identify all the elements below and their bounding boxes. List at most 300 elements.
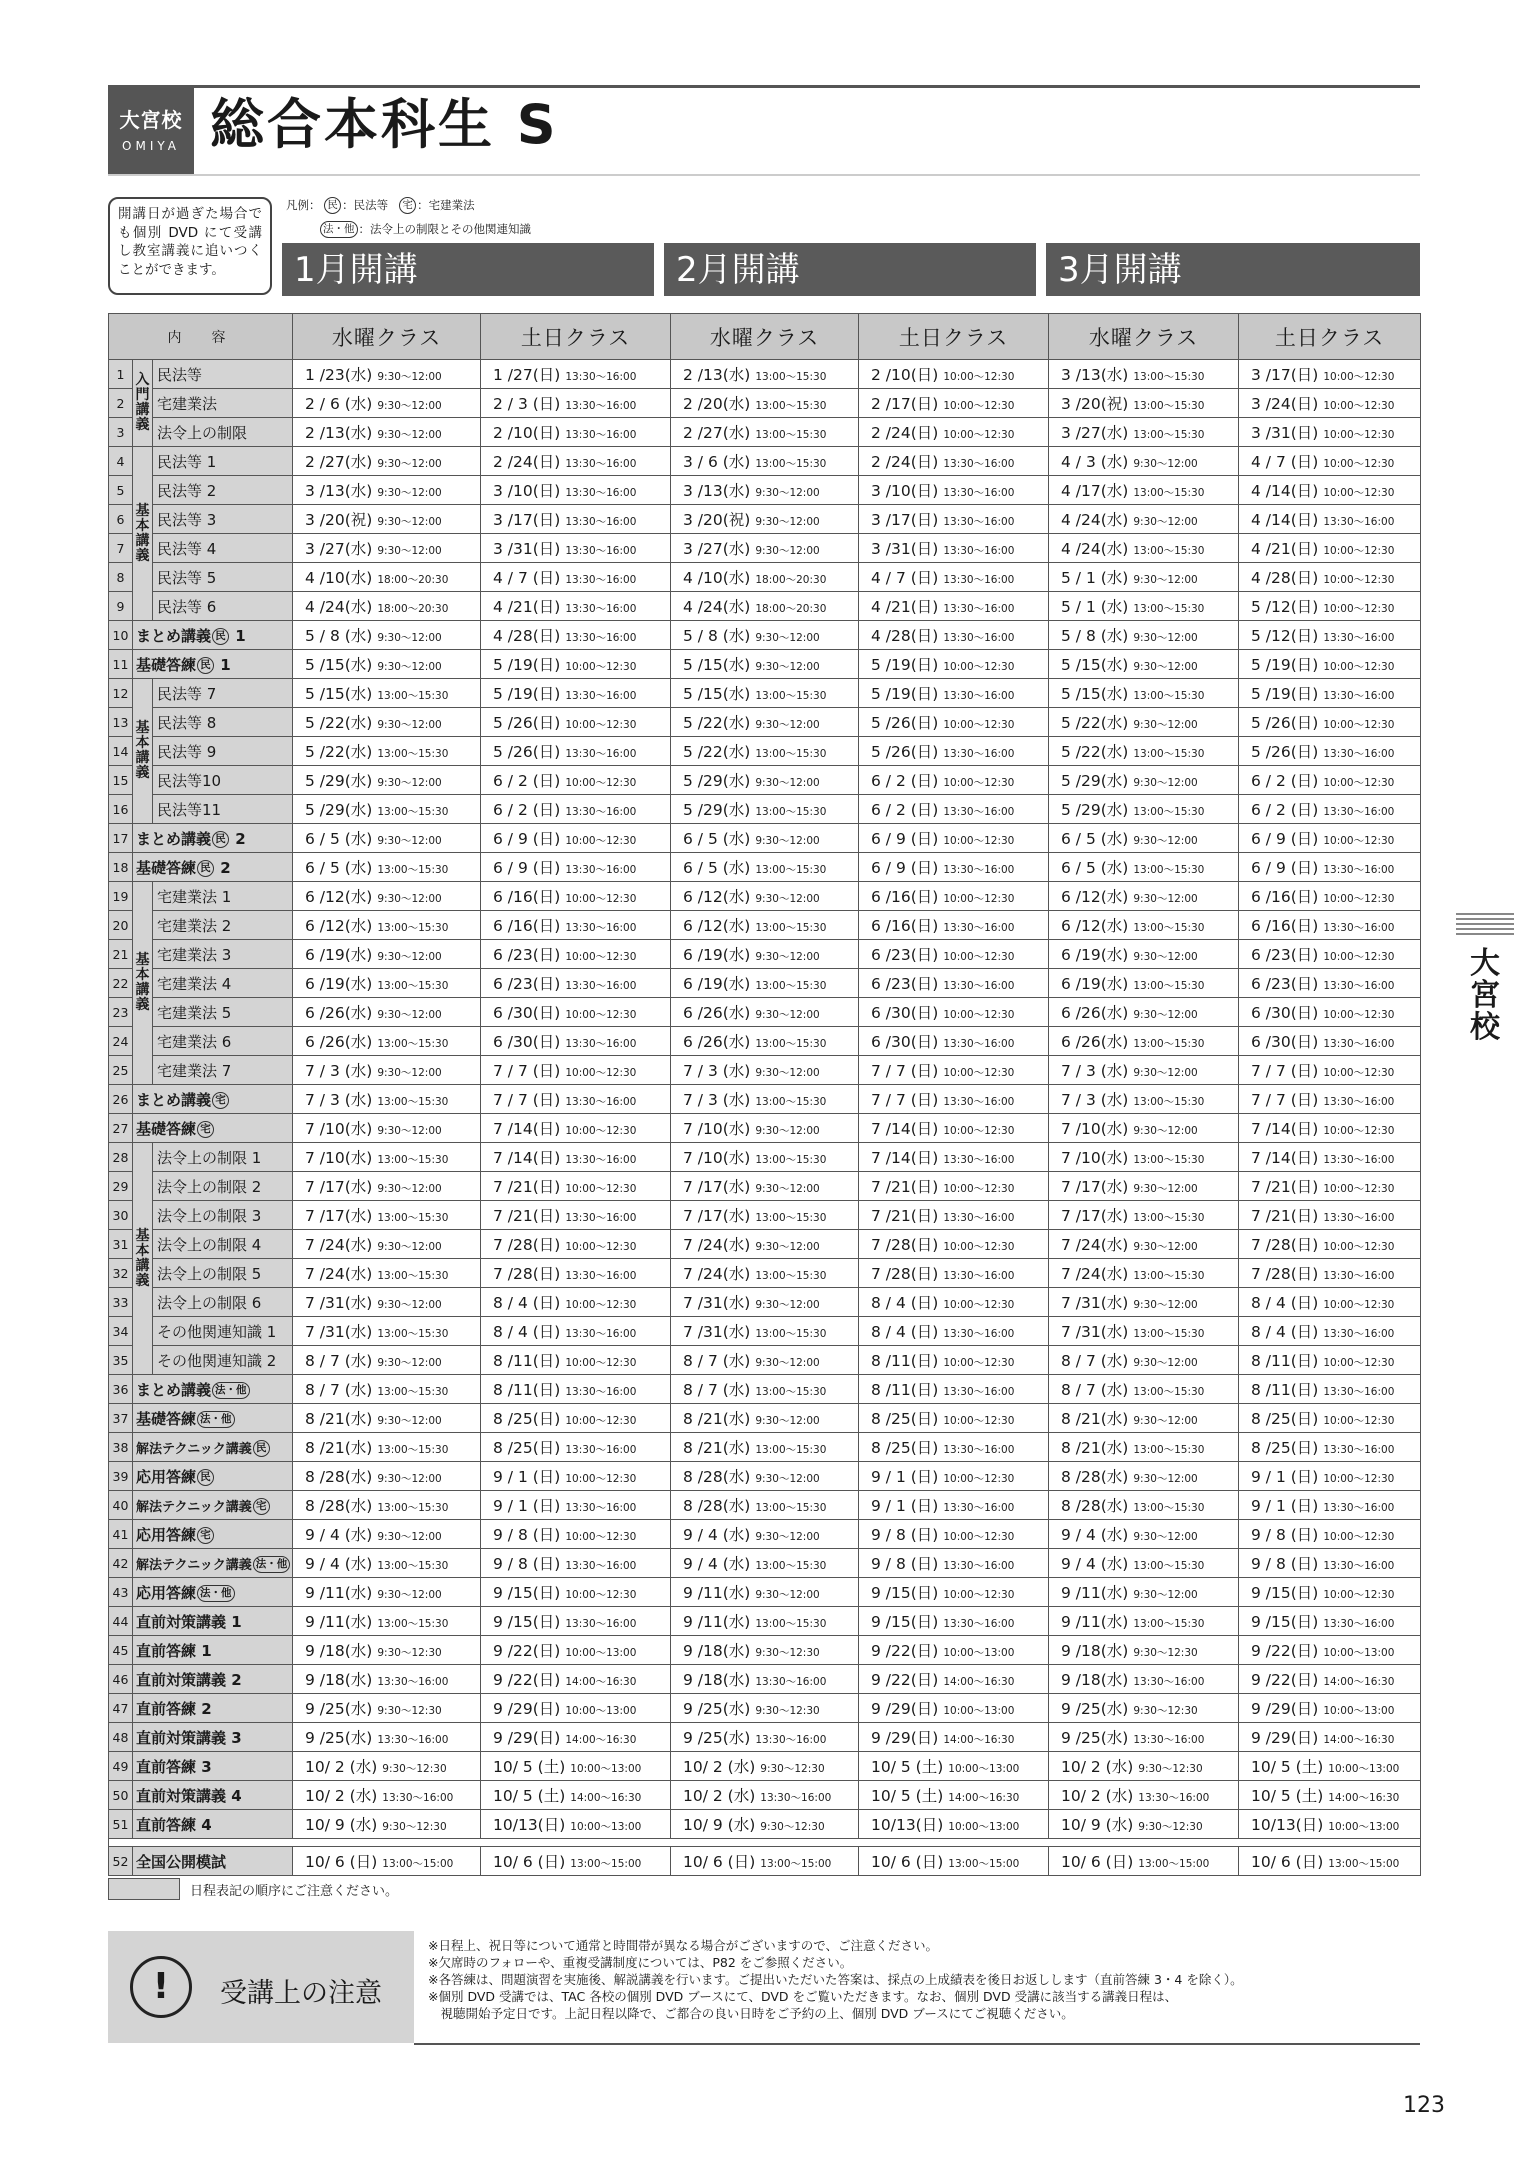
schedule-date: 6 / 2 (日) bbox=[871, 801, 939, 819]
schedule-date: 9 /15(日) bbox=[493, 1613, 561, 1631]
schedule-time: 9:30～12:30 bbox=[1138, 1763, 1203, 1775]
schedule-cell bbox=[481, 1346, 671, 1375]
table-row bbox=[109, 1201, 1421, 1230]
schedule-cell bbox=[859, 1230, 1049, 1259]
row-number: 30 bbox=[109, 1201, 133, 1230]
schedule-date: 10/ 6 (日) bbox=[871, 1853, 944, 1871]
side-tab-campus bbox=[1456, 948, 1514, 1044]
schedule-date: 6 /12(水) bbox=[683, 888, 751, 906]
table-row bbox=[109, 1578, 1421, 1607]
row-label-text: 直前答練 3 bbox=[136, 1757, 212, 1776]
schedule-date: 7 /21(日) bbox=[1251, 1207, 1319, 1225]
schedule-time: 13:30～16:00 bbox=[565, 864, 637, 876]
schedule-time: 13:30～16:00 bbox=[565, 980, 637, 992]
schedule-cell bbox=[671, 1847, 859, 1876]
schedule-date: 9 /29(日) bbox=[493, 1700, 561, 1718]
schedule-date: 6 /23(日) bbox=[871, 975, 939, 993]
row-number: 28 bbox=[109, 1143, 133, 1172]
schedule-date: 7 /28(日) bbox=[871, 1236, 939, 1254]
schedule-cell bbox=[1239, 679, 1421, 708]
schedule-time: 10:00～12:30 bbox=[943, 1531, 1015, 1543]
schedule-cell bbox=[859, 1346, 1049, 1375]
schedule-time: 13:30～16:00 bbox=[755, 1676, 827, 1688]
side-tab-char: 宮 bbox=[1470, 978, 1500, 1013]
schedule-time: 10:00～12:30 bbox=[1323, 1415, 1395, 1427]
schedule-time: 10:00～12:30 bbox=[943, 719, 1015, 731]
schedule-time: 10:00～12:30 bbox=[1323, 1589, 1395, 1601]
schedule-date: 9 / 8 (日) bbox=[493, 1526, 561, 1544]
schedule-date: 9 /15(日) bbox=[493, 1584, 561, 1602]
schedule-cell bbox=[293, 1636, 481, 1665]
schedule-cell bbox=[671, 1607, 859, 1636]
schedule-time: 9:30～12:00 bbox=[377, 661, 442, 673]
schedule-cell bbox=[1049, 1172, 1239, 1201]
schedule-cell bbox=[671, 1230, 859, 1259]
schedule-date: 6 /30(日) bbox=[1251, 1033, 1319, 1051]
schedule-date: 2 /20(水) bbox=[683, 395, 751, 413]
schedule-cell bbox=[671, 1056, 859, 1085]
schedule-cell bbox=[859, 737, 1049, 766]
schedule-cell bbox=[293, 1317, 481, 1346]
schedule-time: 13:30～16:00 bbox=[565, 1096, 637, 1108]
schedule-time: 10:00～12:30 bbox=[943, 1183, 1015, 1195]
schedule-date: 6 /12(水) bbox=[683, 917, 751, 935]
schedule-time: 10:00～12:30 bbox=[565, 1531, 637, 1543]
table-row bbox=[109, 882, 1421, 911]
row-label-text: 直前対策講義 4 bbox=[136, 1786, 242, 1805]
schedule-cell bbox=[671, 534, 859, 563]
schedule-cell bbox=[671, 1549, 859, 1578]
schedule-date: 10/ 5 (土) bbox=[493, 1758, 566, 1776]
schedule-cell bbox=[1239, 737, 1421, 766]
schedule-date: 10/13(日) bbox=[871, 1816, 944, 1834]
schedule-time: 9:30～12:00 bbox=[755, 1589, 820, 1601]
schedule-cell bbox=[859, 1056, 1049, 1085]
schedule-cell bbox=[1049, 824, 1239, 853]
schedule-time: 13:00～15:30 bbox=[1133, 1618, 1205, 1630]
schedule-date: 10/ 2 (水) bbox=[305, 1758, 378, 1776]
schedule-time: 10:00～13:00 bbox=[1323, 1647, 1395, 1659]
schedule-cell bbox=[859, 708, 1049, 737]
schedule-cell bbox=[481, 1578, 671, 1607]
schedule-time: 10:00～12:30 bbox=[565, 777, 637, 789]
schedule-cell bbox=[293, 940, 481, 969]
schedule-cell bbox=[1049, 1346, 1239, 1375]
schedule-time: 10:00～12:30 bbox=[943, 400, 1015, 412]
row-label bbox=[153, 969, 293, 998]
schedule-cell bbox=[859, 1810, 1049, 1839]
schedule-time: 13:00～15:00 bbox=[1328, 1858, 1400, 1870]
row-number: 48 bbox=[109, 1723, 133, 1752]
schedule-date: 9 /25(水) bbox=[1061, 1729, 1129, 1747]
schedule-time: 10:00～12:30 bbox=[1323, 458, 1395, 470]
schedule-cell bbox=[1049, 1694, 1239, 1723]
schedule-date: 6 /12(水) bbox=[1061, 888, 1129, 906]
schedule-cell bbox=[481, 737, 671, 766]
schedule-date: 3 /17(日) bbox=[493, 511, 561, 529]
schedule-time: 13:30～16:00 bbox=[943, 922, 1015, 934]
schedule-time: 13:30～16:00 bbox=[565, 1038, 637, 1050]
schedule-date: 7 / 3 (水) bbox=[1061, 1062, 1129, 1080]
schedule-cell bbox=[481, 1259, 671, 1288]
subject-mark: 宅 bbox=[197, 1527, 214, 1544]
schedule-date: 5 /26(日) bbox=[871, 714, 939, 732]
schedule-cell bbox=[481, 1288, 671, 1317]
row-label bbox=[133, 1085, 293, 1114]
schedule-cell bbox=[293, 1085, 481, 1114]
group-label-text: 基本講義 bbox=[135, 502, 150, 564]
campus-roman: OMIYA bbox=[122, 139, 180, 153]
row-number: 23 bbox=[109, 998, 133, 1027]
schedule-cell bbox=[1049, 940, 1239, 969]
schedule-cell bbox=[671, 418, 859, 447]
group-label bbox=[133, 882, 153, 1085]
schedule-date: 5 /15(水) bbox=[305, 656, 373, 674]
schedule-date: 1 /23(水) bbox=[305, 366, 373, 384]
schedule-date: 6 /30(日) bbox=[871, 1033, 939, 1051]
schedule-date: 5 / 1 (水) bbox=[1061, 569, 1129, 587]
schedule-date: 7 / 3 (水) bbox=[305, 1091, 373, 1109]
schedule-cell bbox=[671, 1752, 859, 1781]
schedule-date: 8 /21(水) bbox=[305, 1439, 373, 1457]
row-number: 29 bbox=[109, 1172, 133, 1201]
row-label bbox=[133, 1752, 293, 1781]
schedule-cell bbox=[1239, 1781, 1421, 1810]
schedule-time: 13:00～15:30 bbox=[377, 806, 449, 818]
schedule-date: 3 /31(日) bbox=[1251, 424, 1319, 442]
schedule-cell bbox=[481, 766, 671, 795]
schedule-time: 13:00～15:30 bbox=[377, 1444, 449, 1456]
schedule-date: 6 /19(水) bbox=[305, 975, 373, 993]
row-label bbox=[133, 1665, 293, 1694]
schedule-time: 13:00～15:00 bbox=[948, 1858, 1020, 1870]
row-number: 14 bbox=[109, 737, 133, 766]
schedule-time: 9:30～12:00 bbox=[377, 835, 442, 847]
schedule-cell bbox=[293, 1259, 481, 1288]
schedule-cell bbox=[481, 969, 671, 998]
caution-item: ※日程上、祝日等について通常と時間帯が異なる場合がございますので、ご注意ください。 bbox=[428, 1938, 938, 1953]
schedule-date: 4 /10(水) bbox=[305, 569, 373, 587]
schedule-cell bbox=[1049, 621, 1239, 650]
schedule-time: 9:30～12:00 bbox=[1133, 1357, 1198, 1369]
schedule-date: 8 /25(日) bbox=[1251, 1439, 1319, 1457]
table-row bbox=[109, 360, 1421, 389]
schedule-date: 7 / 7 (日) bbox=[1251, 1062, 1319, 1080]
schedule-cell bbox=[1049, 1027, 1239, 1056]
schedule-cell bbox=[671, 1636, 859, 1665]
schedule-date: 5 /26(日) bbox=[871, 743, 939, 761]
row-label bbox=[133, 1607, 293, 1636]
schedule-cell bbox=[671, 592, 859, 621]
schedule-date: 6 /16(日) bbox=[1251, 917, 1319, 935]
schedule-cell bbox=[1239, 1847, 1421, 1876]
schedule-time: 18:00～20:30 bbox=[377, 603, 449, 615]
schedule-date: 6 / 5 (水) bbox=[1061, 830, 1129, 848]
schedule-time: 9:30～12:30 bbox=[760, 1763, 825, 1775]
schedule-cell bbox=[859, 650, 1049, 679]
schedule-time: 13:00～15:30 bbox=[755, 1328, 827, 1340]
row-number: 11 bbox=[109, 650, 133, 679]
schedule-cell bbox=[293, 824, 481, 853]
schedule-cell bbox=[671, 1201, 859, 1230]
row-label-text: 解法テクニック講義 bbox=[136, 1499, 252, 1515]
row-number: 32 bbox=[109, 1259, 133, 1288]
schedule-date: 3 /31(日) bbox=[871, 540, 939, 558]
schedule-cell bbox=[671, 1578, 859, 1607]
schedule-cell bbox=[1239, 1404, 1421, 1433]
schedule-cell bbox=[859, 1201, 1049, 1230]
schedule-date: 6 /19(水) bbox=[305, 946, 373, 964]
subject-mark: 宅 bbox=[197, 1121, 214, 1138]
table-row bbox=[109, 1375, 1421, 1404]
schedule-cell bbox=[859, 1317, 1049, 1346]
schedule-date: 6 / 5 (水) bbox=[683, 830, 751, 848]
schedule-date: 6 /19(水) bbox=[1061, 975, 1129, 993]
schedule-date: 5 /19(日) bbox=[493, 685, 561, 703]
schedule-cell bbox=[293, 505, 481, 534]
schedule-cell bbox=[671, 1781, 859, 1810]
schedule-date: 9 / 1 (日) bbox=[871, 1497, 939, 1515]
schedule-date: 3 /13(水) bbox=[683, 482, 751, 500]
schedule-time: 13:00～15:30 bbox=[377, 1038, 449, 1050]
schedule-time: 13:30～16:00 bbox=[1323, 980, 1395, 992]
table-row bbox=[109, 389, 1421, 418]
schedule-time: 10:00～12:30 bbox=[565, 1415, 637, 1427]
table-row bbox=[109, 1636, 1421, 1665]
campus-name: 大宮校 bbox=[119, 108, 183, 132]
schedule-time: 10:00～12:30 bbox=[565, 661, 637, 673]
schedule-date: 5 / 8 (水) bbox=[1061, 627, 1129, 645]
schedule-date: 2 /17(日) bbox=[871, 395, 939, 413]
schedule-cell bbox=[481, 1847, 671, 1876]
schedule-cell bbox=[859, 824, 1049, 853]
schedule-date: 4 /28(日) bbox=[493, 627, 561, 645]
schedule-cell bbox=[1239, 824, 1421, 853]
schedule-date: 7 / 3 (水) bbox=[305, 1062, 373, 1080]
schedule-time: 10:00～12:30 bbox=[943, 777, 1015, 789]
schedule-date: 8 / 7 (水) bbox=[1061, 1352, 1129, 1370]
schedule-date: 6 / 9 (日) bbox=[1251, 830, 1319, 848]
row-label-text: 直前答練 1 bbox=[136, 1641, 212, 1660]
schedule-time: 9:30～12:00 bbox=[1133, 458, 1198, 470]
schedule-date: 7 /21(日) bbox=[493, 1207, 561, 1225]
schedule-date: 9 /15(日) bbox=[871, 1584, 939, 1602]
schedule-cell bbox=[1049, 650, 1239, 679]
schedule-cell bbox=[1239, 563, 1421, 592]
schedule-time: 9:30～12:00 bbox=[755, 1415, 820, 1427]
schedule-date: 6 /26(水) bbox=[683, 1004, 751, 1022]
schedule-time: 9:30～12:00 bbox=[1133, 1183, 1198, 1195]
subject-mark: 法・他 bbox=[197, 1411, 235, 1428]
table-row bbox=[109, 1549, 1421, 1578]
schedule-time: 9:30～12:00 bbox=[1133, 951, 1198, 963]
schedule-date: 2 /10(日) bbox=[871, 366, 939, 384]
schedule-cell bbox=[1049, 1549, 1239, 1578]
row-label-text: 宅建業法 bbox=[157, 394, 218, 413]
schedule-cell bbox=[1239, 650, 1421, 679]
schedule-date: 9 /29(日) bbox=[871, 1729, 939, 1747]
row-label-suffix: 2 bbox=[230, 829, 246, 848]
subject-mark: 民 bbox=[197, 860, 214, 877]
caution-rule bbox=[414, 2043, 1420, 2045]
schedule-time: 10:00～12:30 bbox=[943, 1241, 1015, 1253]
schedule-time: 13:30～16:00 bbox=[1323, 516, 1395, 528]
schedule-date: 8 /28(水) bbox=[305, 1468, 373, 1486]
schedule-time: 13:30～16:00 bbox=[943, 864, 1015, 876]
schedule-date: 7 /14(日) bbox=[493, 1120, 561, 1138]
schedule-time: 13:00～15:30 bbox=[377, 690, 449, 702]
schedule-time: 14:00～16:30 bbox=[1323, 1676, 1395, 1688]
header-col-6: 土日クラス bbox=[1239, 314, 1421, 360]
schedule-time: 9:30～12:00 bbox=[755, 1473, 820, 1485]
schedule-time: 13:30～16:00 bbox=[943, 690, 1015, 702]
row-label-text: 直前答練 2 bbox=[136, 1699, 212, 1718]
schedule-cell bbox=[293, 911, 481, 940]
row-label bbox=[153, 940, 293, 969]
schedule-cell bbox=[481, 476, 671, 505]
schedule-time: 10:00～12:30 bbox=[943, 1589, 1015, 1601]
schedule-date: 8 /11(日) bbox=[871, 1352, 939, 1370]
schedule-date: 5 /22(水) bbox=[683, 743, 751, 761]
schedule-time: 9:30～12:00 bbox=[755, 1531, 820, 1543]
schedule-cell bbox=[1049, 1665, 1239, 1694]
schedule-date: 5 /29(水) bbox=[1061, 801, 1129, 819]
row-number: 31 bbox=[109, 1230, 133, 1259]
schedule-time: 10:00～12:30 bbox=[565, 1067, 637, 1079]
schedule-time: 13:30～16:00 bbox=[565, 1560, 637, 1572]
schedule-date: 2 /27(水) bbox=[305, 453, 373, 471]
schedule-time: 10:00～12:30 bbox=[1323, 835, 1395, 847]
schedule-time: 13:00～15:30 bbox=[377, 1386, 449, 1398]
schedule-time: 13:00～15:30 bbox=[755, 1386, 827, 1398]
schedule-date: 9 /11(水) bbox=[683, 1584, 751, 1602]
schedule-date: 8 /11(日) bbox=[1251, 1352, 1319, 1370]
schedule-cell bbox=[481, 389, 671, 418]
schedule-cell bbox=[481, 853, 671, 882]
schedule-date: 4 /28(日) bbox=[1251, 569, 1319, 587]
schedule-time: 13:30～16:00 bbox=[943, 632, 1015, 644]
row-label-text: 基礎答練 bbox=[136, 1119, 197, 1138]
schedule-time: 13:00～15:30 bbox=[1133, 429, 1205, 441]
schedule-date: 9 / 1 (日) bbox=[1251, 1497, 1319, 1515]
schedule-date: 7 /24(水) bbox=[1061, 1236, 1129, 1254]
schedule-time: 9:30～12:00 bbox=[377, 516, 442, 528]
row-number: 8 bbox=[109, 563, 133, 592]
schedule-date: 8 /11(日) bbox=[871, 1381, 939, 1399]
table-row bbox=[109, 998, 1421, 1027]
row-label bbox=[153, 1056, 293, 1085]
schedule-date: 9 /22(日) bbox=[871, 1642, 939, 1660]
schedule-date: 7 / 7 (日) bbox=[493, 1091, 561, 1109]
schedule-time: 9:30～12:00 bbox=[377, 1241, 442, 1253]
schedule-time: 13:30～16:00 bbox=[377, 1676, 449, 1688]
schedule-cell bbox=[293, 592, 481, 621]
schedule-cell bbox=[293, 534, 481, 563]
schedule-time: 9:30～12:00 bbox=[377, 1183, 442, 1195]
schedule-time: 10:00～12:30 bbox=[565, 835, 637, 847]
schedule-date: 10/13(日) bbox=[1251, 1816, 1324, 1834]
schedule-date: 5 / 8 (水) bbox=[305, 627, 373, 645]
row-label-text: 宅建業法 7 bbox=[157, 1061, 232, 1080]
schedule-cell bbox=[859, 1636, 1049, 1665]
row-label bbox=[153, 476, 293, 505]
schedule-time: 10:00～13:00 bbox=[565, 1647, 637, 1659]
schedule-cell bbox=[671, 766, 859, 795]
schedule-time: 10:00～12:30 bbox=[943, 1415, 1015, 1427]
schedule-cell bbox=[671, 1462, 859, 1491]
schedule-cell bbox=[293, 708, 481, 737]
schedule-cell bbox=[859, 1607, 1049, 1636]
schedule-cell bbox=[481, 1723, 671, 1752]
schedule-cell bbox=[671, 795, 859, 824]
schedule-cell bbox=[1239, 1810, 1421, 1839]
row-number: 22 bbox=[109, 969, 133, 998]
schedule-date: 5 /29(水) bbox=[683, 801, 751, 819]
schedule-date: 9 /15(日) bbox=[1251, 1584, 1319, 1602]
schedule-date: 7 /14(日) bbox=[871, 1149, 939, 1167]
schedule-time: 13:00～15:30 bbox=[1133, 1154, 1205, 1166]
row-label-text: 民法等 3 bbox=[157, 510, 217, 529]
schedule-cell bbox=[859, 534, 1049, 563]
schedule-date: 5 /12(日) bbox=[1251, 598, 1319, 616]
row-number: 24 bbox=[109, 1027, 133, 1056]
schedule-time: 13:00～15:30 bbox=[755, 748, 827, 760]
schedule-date: 9 /11(水) bbox=[683, 1613, 751, 1631]
schedule-cell bbox=[293, 1723, 481, 1752]
schedule-time: 9:30～12:00 bbox=[1133, 893, 1198, 905]
row-label-text: その他関連知識 1 bbox=[157, 1322, 277, 1341]
schedule-date: 10/ 6 (日) bbox=[1251, 1853, 1324, 1871]
schedule-date: 3 /10(日) bbox=[871, 482, 939, 500]
schedule-time: 13:30～16:00 bbox=[760, 1792, 832, 1804]
schedule-time: 18:00～20:30 bbox=[377, 574, 449, 586]
schedule-cell bbox=[481, 1810, 671, 1839]
schedule-time: 9:30～12:00 bbox=[1133, 1415, 1198, 1427]
subject-mark: 民 bbox=[212, 831, 229, 848]
schedule-time: 13:30～16:00 bbox=[943, 1444, 1015, 1456]
schedule-cell bbox=[1239, 1636, 1421, 1665]
schedule-cell bbox=[293, 1230, 481, 1259]
schedule-time: 10:00～12:30 bbox=[1323, 951, 1395, 963]
schedule-time: 9:30～12:00 bbox=[377, 1415, 442, 1427]
group-label bbox=[133, 1143, 153, 1375]
schedule-date: 9 /11(水) bbox=[1061, 1584, 1129, 1602]
schedule-cell bbox=[1049, 1810, 1239, 1839]
schedule-cell bbox=[293, 1114, 481, 1143]
schedule-cell bbox=[481, 1375, 671, 1404]
row-label-text: 民法等11 bbox=[157, 800, 222, 819]
schedule-time: 13:30～16:00 bbox=[943, 1096, 1015, 1108]
schedule-time: 13:30～16:00 bbox=[1323, 690, 1395, 702]
table-row bbox=[109, 853, 1421, 882]
table-row bbox=[109, 476, 1421, 505]
subject-mark: 民 bbox=[197, 657, 214, 674]
schedule-date: 9 / 4 (水) bbox=[305, 1526, 373, 1544]
schedule-cell bbox=[859, 1375, 1049, 1404]
schedule-date: 7 /21(日) bbox=[871, 1178, 939, 1196]
schedule-date: 10/ 2 (水) bbox=[1061, 1758, 1134, 1776]
schedule-date: 9 / 4 (水) bbox=[683, 1555, 751, 1573]
schedule-date: 8 /21(水) bbox=[305, 1410, 373, 1428]
row-label-text: 宅建業法 5 bbox=[157, 1003, 232, 1022]
schedule-date: 5 / 1 (水) bbox=[1061, 598, 1129, 616]
schedule-date: 6 / 5 (水) bbox=[305, 859, 373, 877]
schedule-date: 9 /22(日) bbox=[493, 1671, 561, 1689]
schedule-date: 6 /16(日) bbox=[871, 917, 939, 935]
schedule-date: 9 /11(水) bbox=[1061, 1613, 1129, 1631]
schedule-cell bbox=[671, 389, 859, 418]
schedule-cell bbox=[859, 1404, 1049, 1433]
